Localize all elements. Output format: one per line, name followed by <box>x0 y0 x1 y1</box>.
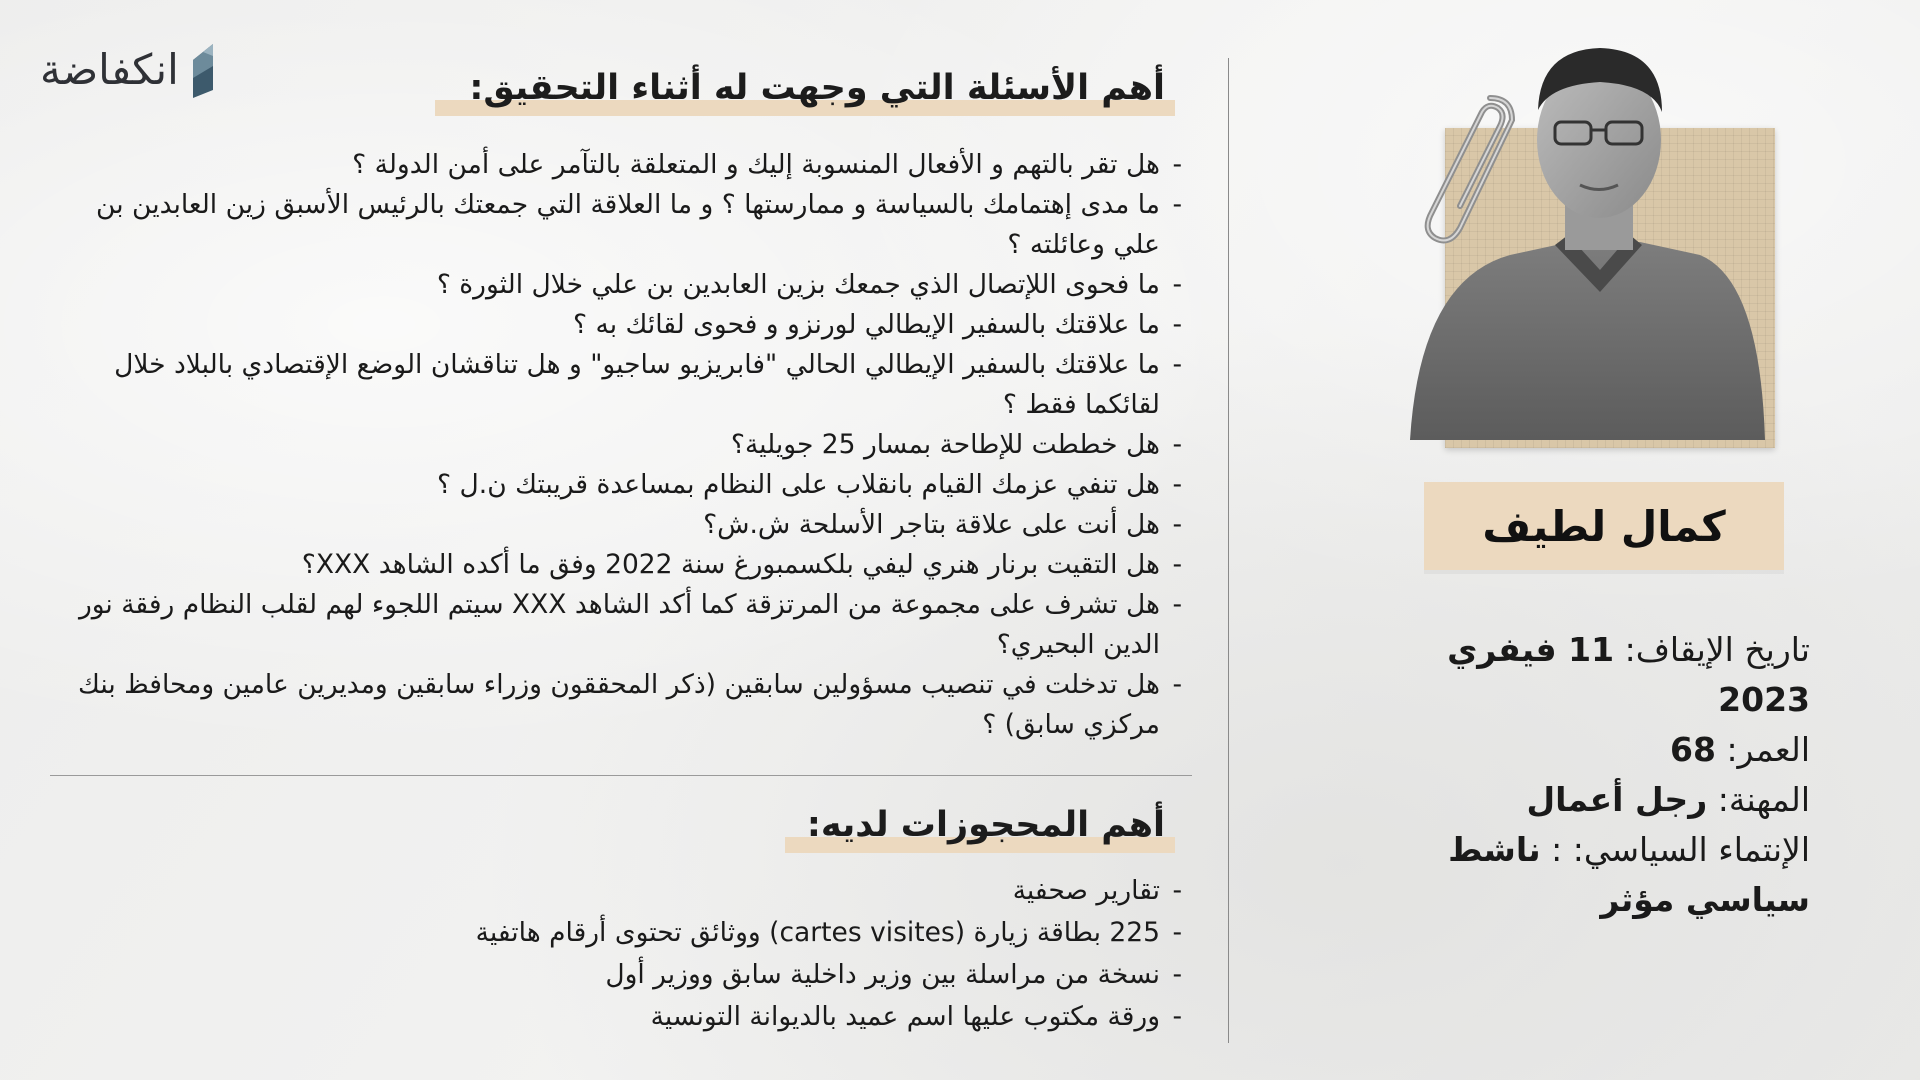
list-item: - 225 بطاقة زيارة (cartes visites) ووثائق تحتوى أرقام هاتفية <box>282 912 1182 954</box>
list-item: - ما علاقتك بالسفير الإيطالي لورنزو و فحوى لقائك به ؟ <box>72 305 1182 345</box>
list-item: - هل أنت على علاقة بتاجر الأسلحة ش.ش؟ <box>72 505 1182 545</box>
list-item: - هل تنفي عزمك القيام بانقلاب على النظام بمساعدة قريبتك ن.ل ؟ <box>72 465 1182 505</box>
horizontal-divider <box>50 775 1192 776</box>
logo-text: انكفاضة <box>40 44 179 94</box>
list-item: - هل تقر بالتهم و الأفعال المنسوبة إليك و المتعلقة بالتآمر على أمن الدولة ؟ <box>72 145 1182 185</box>
list-item: - هل تشرف على مجموعة من المرتزقة كما أكد الشاهد XXX سيتم اللجوء لهم لقلب النظام رفقة نور الدين البحيري؟ <box>72 585 1182 665</box>
affiliation-row: الإنتماء السياسي: : ناشط سياسي مؤثر <box>1448 830 1810 919</box>
arrest-date-row: تاريخ الإيقاف: 11 فيفري 2023 <box>1447 630 1810 719</box>
seized-heading: أهم المحجوزات لديه: <box>765 805 1165 855</box>
seized-list <box>282 870 1182 1038</box>
profile-info <box>1370 625 1810 925</box>
list-item: - تقارير صحفية <box>282 870 1182 912</box>
list-item: - هل التقيت برنار هنري ليفي بلكسمبورغ سنة 2022 وفق ما أكده الشاهد XXX؟ <box>72 545 1182 585</box>
list-item: - ما مدى إهتمامك بالسياسة و ممارستها ؟ و ما العلاقة التي جمعتك بالرئيس الأسبق زين العابدين بن علي وعائلته ؟ <box>72 185 1182 265</box>
questions-heading: أهم الأسئلة التي وجهت له أثناء التحقيق: <box>435 68 1165 118</box>
brand-logo[interactable] <box>40 38 217 100</box>
list-item: - ورقة مكتوب عليها اسم عميد بالديوانة التونسية <box>282 996 1182 1038</box>
logo-mark-icon <box>189 38 217 100</box>
list-item: - هل خططت للإطاحة بمسار 25 جويلية؟ <box>72 425 1182 465</box>
list-item: - ما علاقتك بالسفير الإيطالي الحالي "فابريزيو ساجيو" و هل تناقشان الوضع الإقتصادي بالبلاد خلال لقائكما فقط ؟ <box>72 345 1182 425</box>
name-label <box>1424 482 1784 570</box>
vertical-divider <box>1228 58 1229 1043</box>
list-item: - هل تدخلت في تنصيب مسؤولين سابقين (ذكر المحققون وزراء سابقين ومديرين عامين ومحافظ بنك مركزي سابق) ؟ <box>72 665 1182 745</box>
list-item: - نسخة من مراسلة بين وزير داخلية سابق ووزير أول <box>282 954 1182 996</box>
questions-list <box>72 145 1182 745</box>
list-item: - ما فحوى اللإتصال الذي جمعك بزين العابدين بن علي خلال الثورة ؟ <box>72 265 1182 305</box>
paperclip-icon <box>1420 88 1530 248</box>
person-name: كمال لطيف <box>1482 501 1726 551</box>
age-row: العمر: 68 <box>1670 730 1810 769</box>
job-row: المهنة: رجل أعمال <box>1526 780 1810 819</box>
